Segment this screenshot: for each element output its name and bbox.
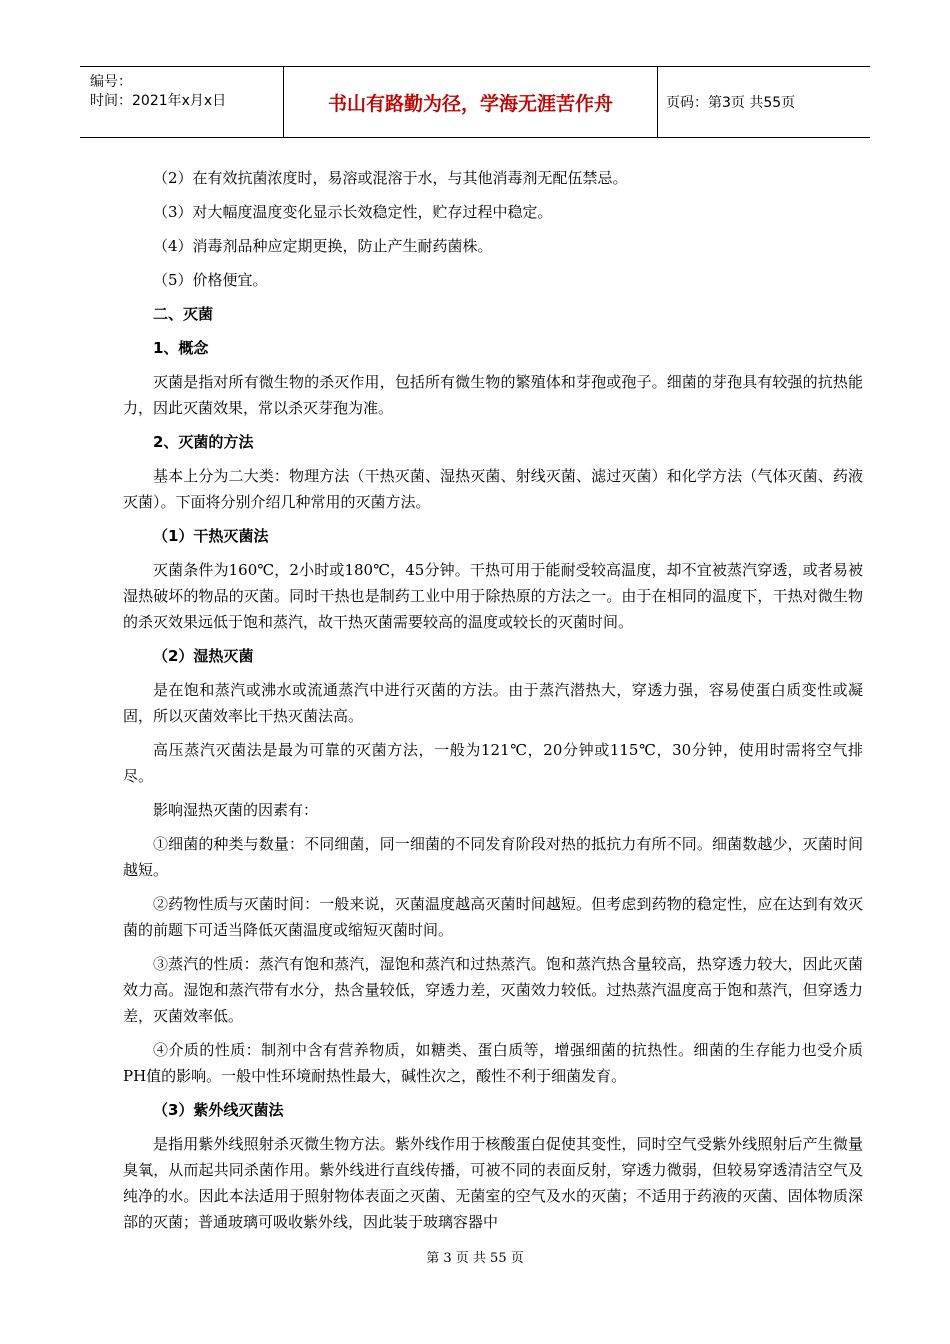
paragraph: 高压蒸汽灭菌法是最为可靠的灭菌方法，一般为121℃，20分钟或115℃，30分钟，使用时需将空气排尽。 bbox=[123, 741, 863, 785]
paragraph: ①细菌的种类与数量：不同细菌，同一细菌的不同发育阶段对热的抵抗力有所不同。细菌数越少，灭菌时间越短。 bbox=[123, 835, 863, 879]
page-footer: 第 3 页 共 55 页 bbox=[426, 1251, 524, 1266]
paragraph: 灭菌条件为160℃，2小时或180℃，45分钟。干热可用于能耐受较高温度，却不宜被蒸汽穿透，或者易被湿热破坏的物品的灭菌。同时干热也是制药工业中用于除热原的方法之一。由于在相同的温度下，干热对微生物的杀灭效果远低于饱和蒸汽，故干热灭菌需要较高的温度或较长的灭菌时间。 bbox=[123, 561, 863, 631]
header-page-info: 页码：第3页 共55页 bbox=[666, 95, 796, 111]
section-heading: （3）紫外线灭菌法 bbox=[153, 1101, 284, 1119]
paragraph: 基本上分为二大类：物理方法（干热灭菌、湿热灭菌、射线灭菌、滤过灭菌）和化学方法（气体灭菌、药液灭菌）。下面将分别介绍几种常用的灭菌方法。 bbox=[123, 467, 863, 511]
paragraph: （5）价格便宜。 bbox=[153, 271, 268, 289]
paragraph: （4）消毒剂品种应定期更换，防止产生耐药菌株。 bbox=[153, 237, 493, 255]
paragraph: 是在饱和蒸汽或沸水或流通蒸汽中进行灭菌的方法。由于蒸汽潜热大，穿透力强，容易使蛋白质变性或凝固，所以灭菌效率比干热灭菌法高。 bbox=[123, 681, 863, 725]
header-motto: 书山有路勤为径，学海无涯苦作舟 bbox=[283, 67, 658, 137]
page-header bbox=[80, 66, 870, 138]
paragraph: 灭菌是指对所有微生物的杀灭作用，包括所有微生物的繁殖体和芽孢或孢子。细菌的芽孢具有较强的抗热能力，因此灭菌效果，常以杀灭芽孢为准。 bbox=[123, 373, 863, 417]
section-heading: （1）干热灭菌法 bbox=[153, 527, 269, 545]
section-heading: 二、灭菌 bbox=[153, 305, 214, 323]
section-heading: （2）湿热灭菌 bbox=[153, 647, 254, 665]
paragraph: 影响湿热灭菌的因素有： bbox=[153, 801, 319, 819]
paragraph: 是指用紫外线照射杀灭微生物方法。紫外线作用于核酸蛋白促使其变性，同时空气受紫外线照射后产生微量臭氧，从而起共同杀菌作用。紫外线进行直线传播，可被不同的表面反射，穿透力微弱，但较易穿透清洁空气及纯净的水。因此本法适用于照射物体表面之灭菌、无菌室的空气及水的灭菌；不适用于药液的灭菌、固体物质深部的灭菌；普通玻璃可吸收紫外线，因此装于玻璃容器中 bbox=[123, 1135, 863, 1231]
paragraph: ④介质的性质：制剂中含有营养物质，如糖类、蛋白质等，增强细菌的抗热性。细菌的生存能力也受介质PH值的影响。一般中性环境耐热性最大，碱性次之，酸性不利于细菌发育。 bbox=[123, 1041, 863, 1085]
paragraph: ③蒸汽的性质：蒸汽有饱和蒸汽，湿饱和蒸汽和过热蒸汽。饱和蒸汽热含量较高，热穿透力较大，因此灭菌效力高。湿饱和蒸汽带有水分，热含量较低，穿透力差，灭菌效力较低。过热蒸汽温度高于饱和蒸汽，但穿透力差，灭菌效率低。 bbox=[123, 955, 863, 1025]
paragraph: （3）对大幅度温度变化显示长效稳定性，贮存过程中稳定。 bbox=[153, 203, 553, 221]
document-date: 时间：2021年x月x日 bbox=[90, 93, 227, 109]
paragraph: ②药物性质与灭菌时间：一般来说，灭菌温度越高灭菌时间越短。但考虑到药物的稳定性，应在达到有效灭菌的前题下可适当降低灭菌温度或缩短灭菌时间。 bbox=[123, 895, 863, 939]
document-number-label: 编号： bbox=[90, 74, 132, 90]
document-body bbox=[123, 165, 863, 1243]
paragraph: （2）在有效抗菌浓度时，易溶或混溶于水，与其他消毒剂无配伍禁忌。 bbox=[153, 169, 628, 187]
section-heading: 1、概念 bbox=[153, 339, 209, 357]
section-heading: 2、灭菌的方法 bbox=[153, 433, 254, 451]
header-meta bbox=[80, 67, 283, 137]
